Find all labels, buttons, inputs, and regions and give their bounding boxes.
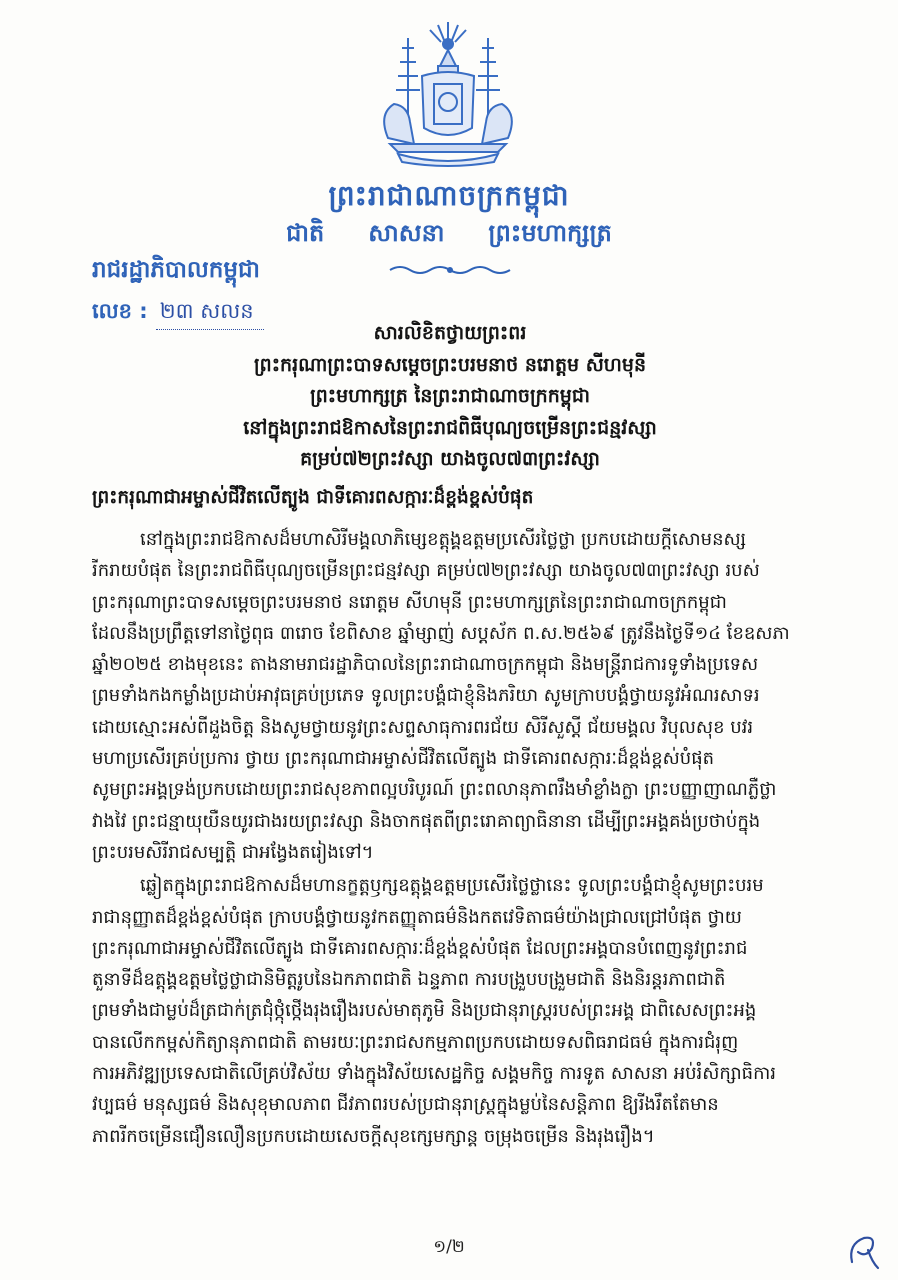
letter-title-block (70, 318, 830, 476)
body-line: វាងវៃ ព្រះជន្មាយុយឺនយូរជាងរយព្រះវស្សា និងចាកផុតពីព្រះរោគាព្យាធិនានា ដើម្បីព្រះអង្គគង់ប្រថាប់ក្នុង (92, 810, 761, 832)
body-line: ព្រះបរមសិរីរាជសម្បត្តិ ជាអង្វែងតរៀងទៅ។ (92, 841, 374, 863)
salutation: ព្រះករុណាជាអម្ចាស់ជីវិតលើត្បូង ជាទីគោរពសក្ការៈដ៏ខ្ពង់ខ្ពស់បំផុត (92, 487, 534, 508)
body-line: ព្រះករុណាព្រះបាទសម្តេចព្រះបរមនាថ នរោត្តម សីហមុនី ព្រះមហាក្សត្រនៃព្រះរាជាណាចក្រកម្ពុជា (92, 591, 727, 613)
ornament-divider-icon (388, 262, 512, 278)
royal-coat-of-arms-icon (368, 18, 528, 170)
title-line: គម្រប់៧២ព្រះវស្សា យាងចូល៧៣ព្រះវស្សា (300, 448, 600, 470)
motto-religion: សាសនា (368, 219, 445, 247)
motto-king: ព្រះមហាក្សត្រ (488, 219, 612, 247)
body-line: ព្រមទាំងកងកម្លាំងប្រដាប់អាវុធគ្រប់ប្រភេទ ទូលព្រះបង្គំជាខ្ញុំនិងភរិយា សូមក្រាបបង្គំថ្វាយនូវអំណរសាទរ (92, 685, 760, 707)
title-line: សារលិខិតថ្វាយព្រះពរ (373, 322, 527, 344)
body-line: វប្បធម៌ មនុស្សធម៌ និងសុខុមាលភាព ជីវភាពរបស់ប្រជានុរាស្ត្រក្នុងម្លប់នៃសន្តិភាព ឱ្យរីងរឹតតែមាន (92, 1094, 719, 1116)
letter-body (92, 524, 858, 1152)
body-line: ដែលនឹងប្រព្រឹត្តទៅនាថ្ងៃពុធ ៣រោច ខែពិសាខ ឆ្នាំម្សាញ់ សប្តស័ក ព.ស.២៥៦៩ ត្រូវនឹងថ្ងៃទី១៤ ខែឧសភា (92, 622, 790, 644)
body-line: ព្រះករុណាជាអម្ចាស់ជីវិតលើត្បូង ជាទីគោរពសក្ការៈដ៏ខ្ពង់ខ្ពស់បំផុត ដែលព្រះអង្គបានបំពេញនូវព្រះរាជ (92, 937, 748, 959)
body-line: រាជានុញ្ញាតដ៏ខ្ពង់ខ្ពស់បំផុត ក្រាបបង្គំថ្វាយនូវកតញ្ញុតាធម៌និងកតវេទិតាធម៌យ៉ាងជ្រាលជ្រៅបំផុត ថ្វាយ (92, 906, 742, 928)
body-line: សូមព្រះអង្គទ្រង់ប្រកបដោយព្រះរាជសុខភាពល្អបរិបូរណ៍ ព្រះពលានុភាពរឹងមាំខ្លាំងក្លា ព្រះបញ្ញាញាណភ្លឺថ្លា (92, 779, 777, 801)
body-line: ព្រមទាំងជាម្លប់ដ៏ត្រជាក់ត្រជុំថ្កុំថ្កើងរុងរឿងរបស់មាតុភូមិ និងប្រជានុរាស្ត្ររបស់ព្រះអង្គ ជាពិសេសព្រះអង្គ (92, 1000, 757, 1022)
body-line: បានលើកកម្ពស់កិត្យានុភាពជាតិ តាមរយៈព្រះរាជសកម្មភាពប្រកបដោយទសពិធរាជធម៌ ក្នុងការជំរុញ (92, 1031, 739, 1053)
reference-value: ២៣ សលន (156, 298, 264, 330)
body-line: តួនាទីដ៏ឧត្តុង្គឧត្តមថ្លៃថ្លាជានិមិត្តរូបនៃឯកភាពជាតិ ឯន្ទភាព ការបង្រួបបង្រួមជាតិ និងនិរន្តរភាពជាតិ (92, 969, 726, 991)
body-line: រីករាយបំផុត នៃព្រះរាជពិធីបុណ្យចម្រើនព្រះជន្មវស្សា គម្រប់៧២ព្រះវស្សា យាងចូល៧៣ព្រះវស្សា របស់ (92, 560, 760, 582)
body-line: នៅក្នុងព្រះរាជឱកាសដ៏មហាសិរីមង្គលាភិម្សេខត្តុង្គឧត្តមប្រសើរថ្លៃថ្លា ប្រកបដោយក្តីសោមនស្ស (140, 529, 747, 550)
government-name: រាជរដ្ឋាភិបាលកម្ពុជា (92, 257, 260, 283)
body-line: ឆ្នាំ២០២៥ ខាងមុខនេះ តាងនាមរាជរដ្ឋាភិបាលនៃព្រះរាជាណាចក្រកម្ពុជា និងមន្ត្រីរាជការទូទាំងប្រទេស (92, 654, 759, 676)
reference-label: លេខ : (92, 299, 148, 323)
handwritten-initials-icon (842, 1228, 886, 1272)
body-line: ឆ្លៀតក្នុងព្រះរាជឱកាសដ៏មហានក្ខត្តឫក្សឧត្តុង្គឧត្តមប្រសើរថ្លៃថ្លានេះ ទូលព្រះបង្គំជាខ្ញុំសូមព្រះបរម (140, 875, 764, 897)
national-motto (0, 218, 898, 253)
body-line: ការអភិវឌ្ឍប្រទេសជាតិលើគ្រប់វិស័យ ទាំងក្នុងវិស័យសេដ្ឋកិច្ច សង្គមកិច្ច ការទូត សាសនា អប់រំសិក្សាធិការ (92, 1063, 776, 1085)
body-line: ដោយស្មោះអស់ពីដួងចិត្ត និងសូមថ្វាយនូវព្រះសព្ទសាធុការពរជ័យ សិរីសួស្តី ជ័យមង្គល វិបុលសុខ បវរ (92, 716, 754, 738)
motto-nation: ជាតិ (286, 219, 325, 247)
body-line: មហាប្រសើរគ្រប់ប្រការ ថ្វាយ ព្រះករុណាជាអម្ចាស់ជីវិតលើត្បូង ជាទីគោរពសក្ការៈដ៏ខ្ពង់ខ្ពស់បំផុត (92, 748, 715, 770)
title-line: ព្រះមហាក្សត្រ នៃព្រះរាជាណាចក្រកម្ពុជា (310, 385, 590, 407)
body-line: ភាពរីកចម្រើនជឿនលឿនប្រកបដោយសេចក្តីសុខក្សេមក្សាន្ត ចម្រុងចម្រើន និងរុងរឿង។ (92, 1125, 655, 1147)
title-line: ព្រះករុណាព្រះបាទសម្តេចព្រះបរមនាថ នរោត្តម សីហមុនី (253, 353, 647, 376)
page-number: ១/២ (433, 1237, 465, 1257)
kingdom-name: ព្រះរាជាណាចក្រកម្ពុជា (328, 179, 570, 212)
title-line: នៅក្នុងព្រះរាជឱកាសនៃព្រះរាជពិធីបុណ្យចម្រើនព្រះជន្មវស្សា (243, 416, 657, 439)
